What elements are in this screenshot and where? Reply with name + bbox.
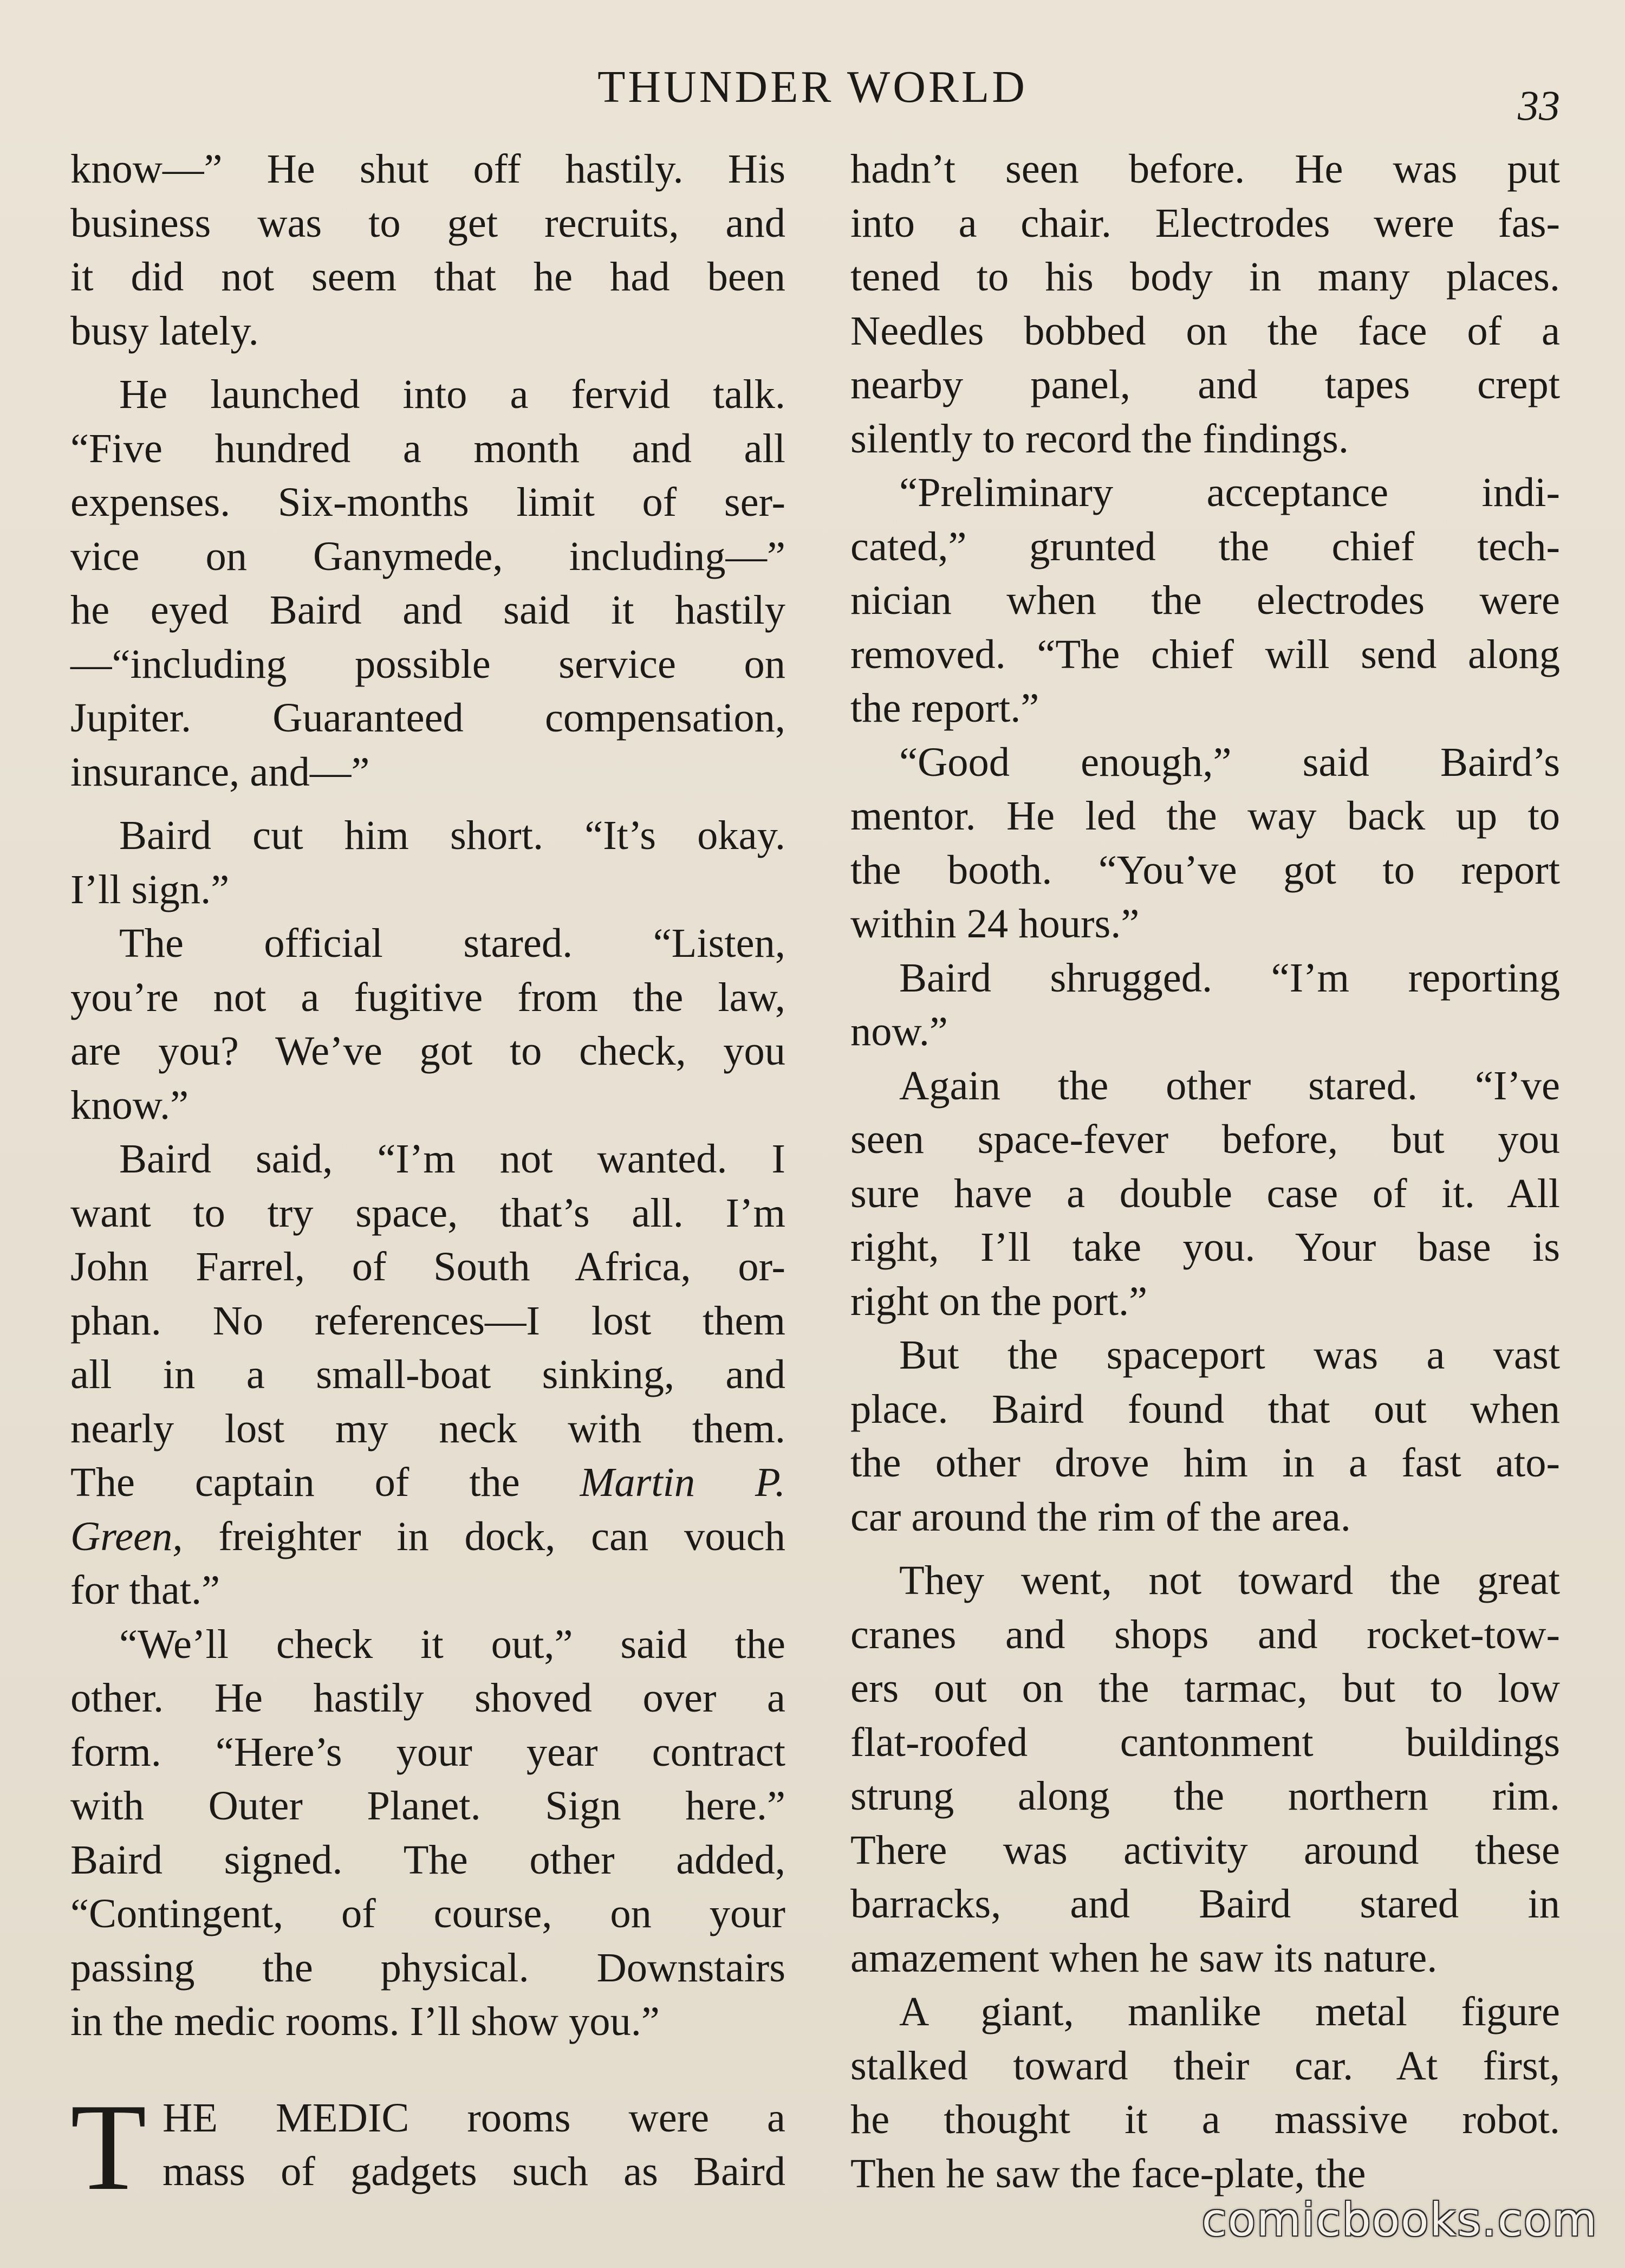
text-line: nician when the electrodes were xyxy=(850,577,1560,623)
paragraph xyxy=(850,142,1560,465)
text-line: —“including possible service on xyxy=(70,640,785,687)
text-line: silently to record the findings. xyxy=(850,415,1349,462)
text-line: flat-roofed cantonment buildings xyxy=(850,1719,1560,1765)
text-line: know—” He shut off hastily. His xyxy=(70,146,785,192)
text-line: place. Baird found that out when xyxy=(850,1385,1560,1432)
text-line: he thought it a massive robot. xyxy=(850,2096,1560,2142)
text-line: vice on Ganymede, including—” xyxy=(70,533,785,579)
text-line: right on the port.” xyxy=(850,1278,1148,1324)
paragraph xyxy=(850,735,1560,951)
text-line: John Farrel, of South Africa, or- xyxy=(70,1243,785,1289)
text-line: you’re not a fugitive from the law, xyxy=(70,974,785,1020)
text-line: Baird shrugged. “I’m reporting xyxy=(899,954,1560,1001)
text-line: insurance, and—” xyxy=(70,748,370,795)
drop-cap-initial: T xyxy=(70,2077,147,2216)
text-line: “We’ll check it out,” said the xyxy=(119,1621,785,1667)
text-line: busy lately. xyxy=(70,307,259,354)
text-line: mass of gadgets such as Baird xyxy=(162,2148,785,2194)
text-line: into a chair. Electrodes were fas- xyxy=(850,199,1560,246)
paragraph xyxy=(70,808,785,916)
text-line: right, I’ll take you. Your base is xyxy=(850,1224,1560,1270)
text-line: within 24 hours.” xyxy=(850,900,1140,947)
left-text-column xyxy=(70,142,785,2216)
text-line: cranes and shops and rocket-tow- xyxy=(850,1611,1560,1657)
text-line: But the spaceport was a vast xyxy=(899,1332,1560,1378)
paragraph xyxy=(70,142,785,358)
text-line: expenses. Six-months limit of ser- xyxy=(70,479,785,525)
text-line: amazement when he saw its nature. xyxy=(850,1934,1438,1981)
paragraph xyxy=(850,1328,1560,1544)
text-line: other. He hastily shoved over a xyxy=(70,1675,785,1721)
text-line: HE MEDIC rooms were a xyxy=(162,2094,785,2141)
text-line: “Good enough,” said Baird’s xyxy=(899,738,1560,785)
text-line: mentor. He led the way back up to xyxy=(850,793,1560,839)
paragraph xyxy=(850,951,1560,1059)
text-line: “Contingent, of course, on your xyxy=(70,1890,785,1936)
text-line: Then he saw the face-plate, the xyxy=(850,2150,1366,2196)
text-line: nearly lost my neck with them. xyxy=(70,1405,785,1451)
text-line: phan. No references—I lost them xyxy=(70,1297,785,1344)
right-text-column xyxy=(850,142,1560,2200)
text-line: he eyed Baird and said it hastily xyxy=(70,587,785,633)
text-line: all in a small-boat sinking, and xyxy=(70,1351,785,1397)
text-line: Baird said, “I’m not wanted. I xyxy=(119,1136,785,1182)
text-line: seen space-fever before, but you xyxy=(850,1116,1560,1162)
text-line: Baird cut him short. “It’s okay. xyxy=(119,812,785,858)
text-line: for that.” xyxy=(70,1567,220,1613)
text-line: in the medic rooms. I’ll show you.” xyxy=(70,1998,660,2044)
text-line: There was activity around these xyxy=(850,1826,1560,1873)
dropcap-paragraph xyxy=(70,2077,785,2216)
text-line: cated,” grunted the chief tech- xyxy=(850,523,1560,569)
site-watermark: comicbooks.com xyxy=(1201,2193,1598,2246)
text-line: Needles bobbed on the face of a xyxy=(850,307,1560,354)
text-line: removed. “The chief will send along xyxy=(850,631,1560,677)
paragraph xyxy=(70,1617,785,2049)
text-line: now.” xyxy=(850,1008,948,1054)
text-line: the booth. “You’ve got to report xyxy=(850,846,1560,893)
text-line: tened to his body in many places. xyxy=(850,254,1560,300)
text-line: the report.” xyxy=(850,685,1039,731)
running-title: THUNDER WORLD xyxy=(597,62,1028,112)
text-line: He launched into a fervid talk. xyxy=(119,371,785,417)
paragraph xyxy=(850,1059,1560,1329)
text-line: barracks, and Baird stared in xyxy=(850,1881,1560,1927)
text-line: form. “Here’s your year contract xyxy=(70,1728,785,1775)
paragraph xyxy=(70,367,785,799)
text-line: sure have a double case of it. All xyxy=(850,1170,1560,1216)
text-line: know.” xyxy=(70,1081,189,1128)
text-line: They went, not toward the great xyxy=(899,1557,1560,1603)
text-line: it did not seem that he had been xyxy=(70,254,785,300)
text-line: “Preliminary acceptance indi- xyxy=(899,469,1560,515)
text-line: The captain of the Martin P. xyxy=(70,1459,785,1505)
text-line: ers out on the tarmac, but to low xyxy=(850,1665,1560,1711)
paragraph xyxy=(70,916,785,1132)
text-line: car around the rim of the area. xyxy=(850,1493,1351,1540)
paragraph xyxy=(850,1553,1560,1985)
text-line: nearby panel, and tapes crept xyxy=(850,361,1560,407)
text-line: hadn’t seen before. He was put xyxy=(850,146,1560,192)
text-line: with Outer Planet. Sign here.” xyxy=(70,1783,785,1829)
text-line: Jupiter. Guaranteed compensation, xyxy=(70,695,785,741)
text-line: “Five hundred a month and all xyxy=(70,425,785,471)
paragraph xyxy=(850,1985,1560,2200)
text-line: Again the other stared. “I’ve xyxy=(899,1062,1560,1109)
text-line: passing the physical. Downstairs xyxy=(70,1944,785,1991)
text-line: The official stared. “Listen, xyxy=(119,920,785,966)
text-line: want to try space, that’s all. I’m xyxy=(70,1189,785,1236)
text-line: A giant, manlike metal figure xyxy=(899,1988,1560,2034)
paragraph xyxy=(70,1132,785,1617)
text-line: Baird signed. The other added, xyxy=(70,1836,785,1883)
text-line: are you? We’ve got to check, you xyxy=(70,1028,785,1074)
text-line: stalked toward their car. At first, xyxy=(850,2042,1560,2089)
text-line: Green, freighter in dock, can vouch xyxy=(70,1513,785,1559)
paragraph xyxy=(850,465,1560,735)
text-line: the other drove him in a fast ato- xyxy=(850,1440,1560,1486)
text-line: strung along the northern rim. xyxy=(850,1773,1560,1819)
page-number: 33 xyxy=(1518,82,1560,129)
text-line: I’ll sign.” xyxy=(70,866,230,912)
text-line: business was to get recruits, and xyxy=(70,199,785,246)
